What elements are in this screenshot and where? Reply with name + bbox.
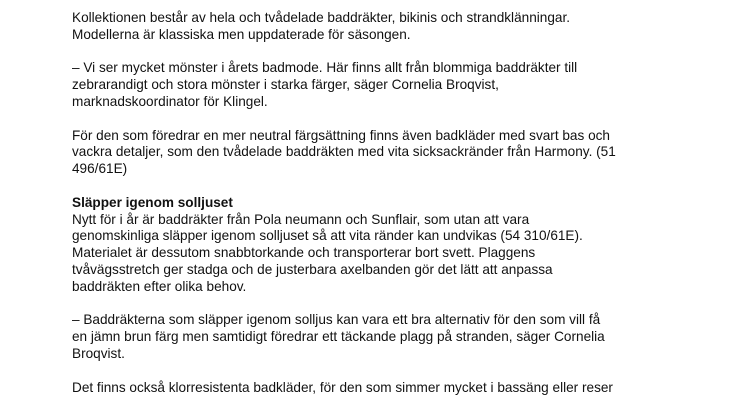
text-line: baddräkten efter olika behov. [72,278,247,294]
text-line: 496/61E) [72,161,128,177]
text-line: Kollektionen består av hela och tvådelade baddräkter, bikinis och strandklänningar. [72,10,571,25]
text-line: – Vi ser mycket mönster i årets badmode. Här finns allt från blommiga baddräkter till [72,60,578,76]
text-line: tvåvägsstretch ger stadga och de justerbara axelbanden gör det lätt att anpassa [72,261,553,277]
text-line: Nytt för i år är baddräkter från Pola neumann och Sunflair, som utan att vara [72,211,530,227]
text-line: Modellerna är klassiska men uppdaterade för säsongen. [72,26,411,42]
text-line: vackra detaljer, som den tvådelade baddräkten med vita sicksackränder från Harmony. (51 [72,144,616,160]
text-line: Broqvist. [72,345,125,361]
paragraph-chlorine [72,380,682,397]
text-line: – Baddräkterna som släpper igenom solljus kan vara ett bra alternativ för den som vill få [72,312,601,328]
text-line: marknadskoordinator för Klingel. [72,93,268,109]
paragraph-quote-sunlight [72,312,682,362]
text-line: zebrarandigt och stora mönster i starka färger, säger Cornelia Broqvist, [72,77,499,93]
text-line: genomskinliga släpper igenom solljuset så att vita ränder kan undvikas (54 310/61E). [72,228,583,244]
section-sunlight [72,195,682,296]
text-line: För den som föredrar en mer neutral färgsättning finns även badkläder med svart bas och [72,127,610,143]
paragraph-quote-patterns [72,60,682,110]
paragraph-neutral-colors [72,128,682,178]
text-line: en jämn brun färg men samtidigt föredrar ett täckande plagg på stranden, säger Cornelia [72,329,605,345]
document-body [72,10,682,413]
paragraph-collection [72,10,682,44]
section-heading: Släpper igenom solljuset [72,194,233,210]
text-line: Det finns också klorresistenta badkläder, för den som simmer mycket i bassäng eller reser [72,379,613,395]
text-line: Materialet är dessutom snabbtorkande och transporterar bort svett. Plaggens [72,245,536,261]
